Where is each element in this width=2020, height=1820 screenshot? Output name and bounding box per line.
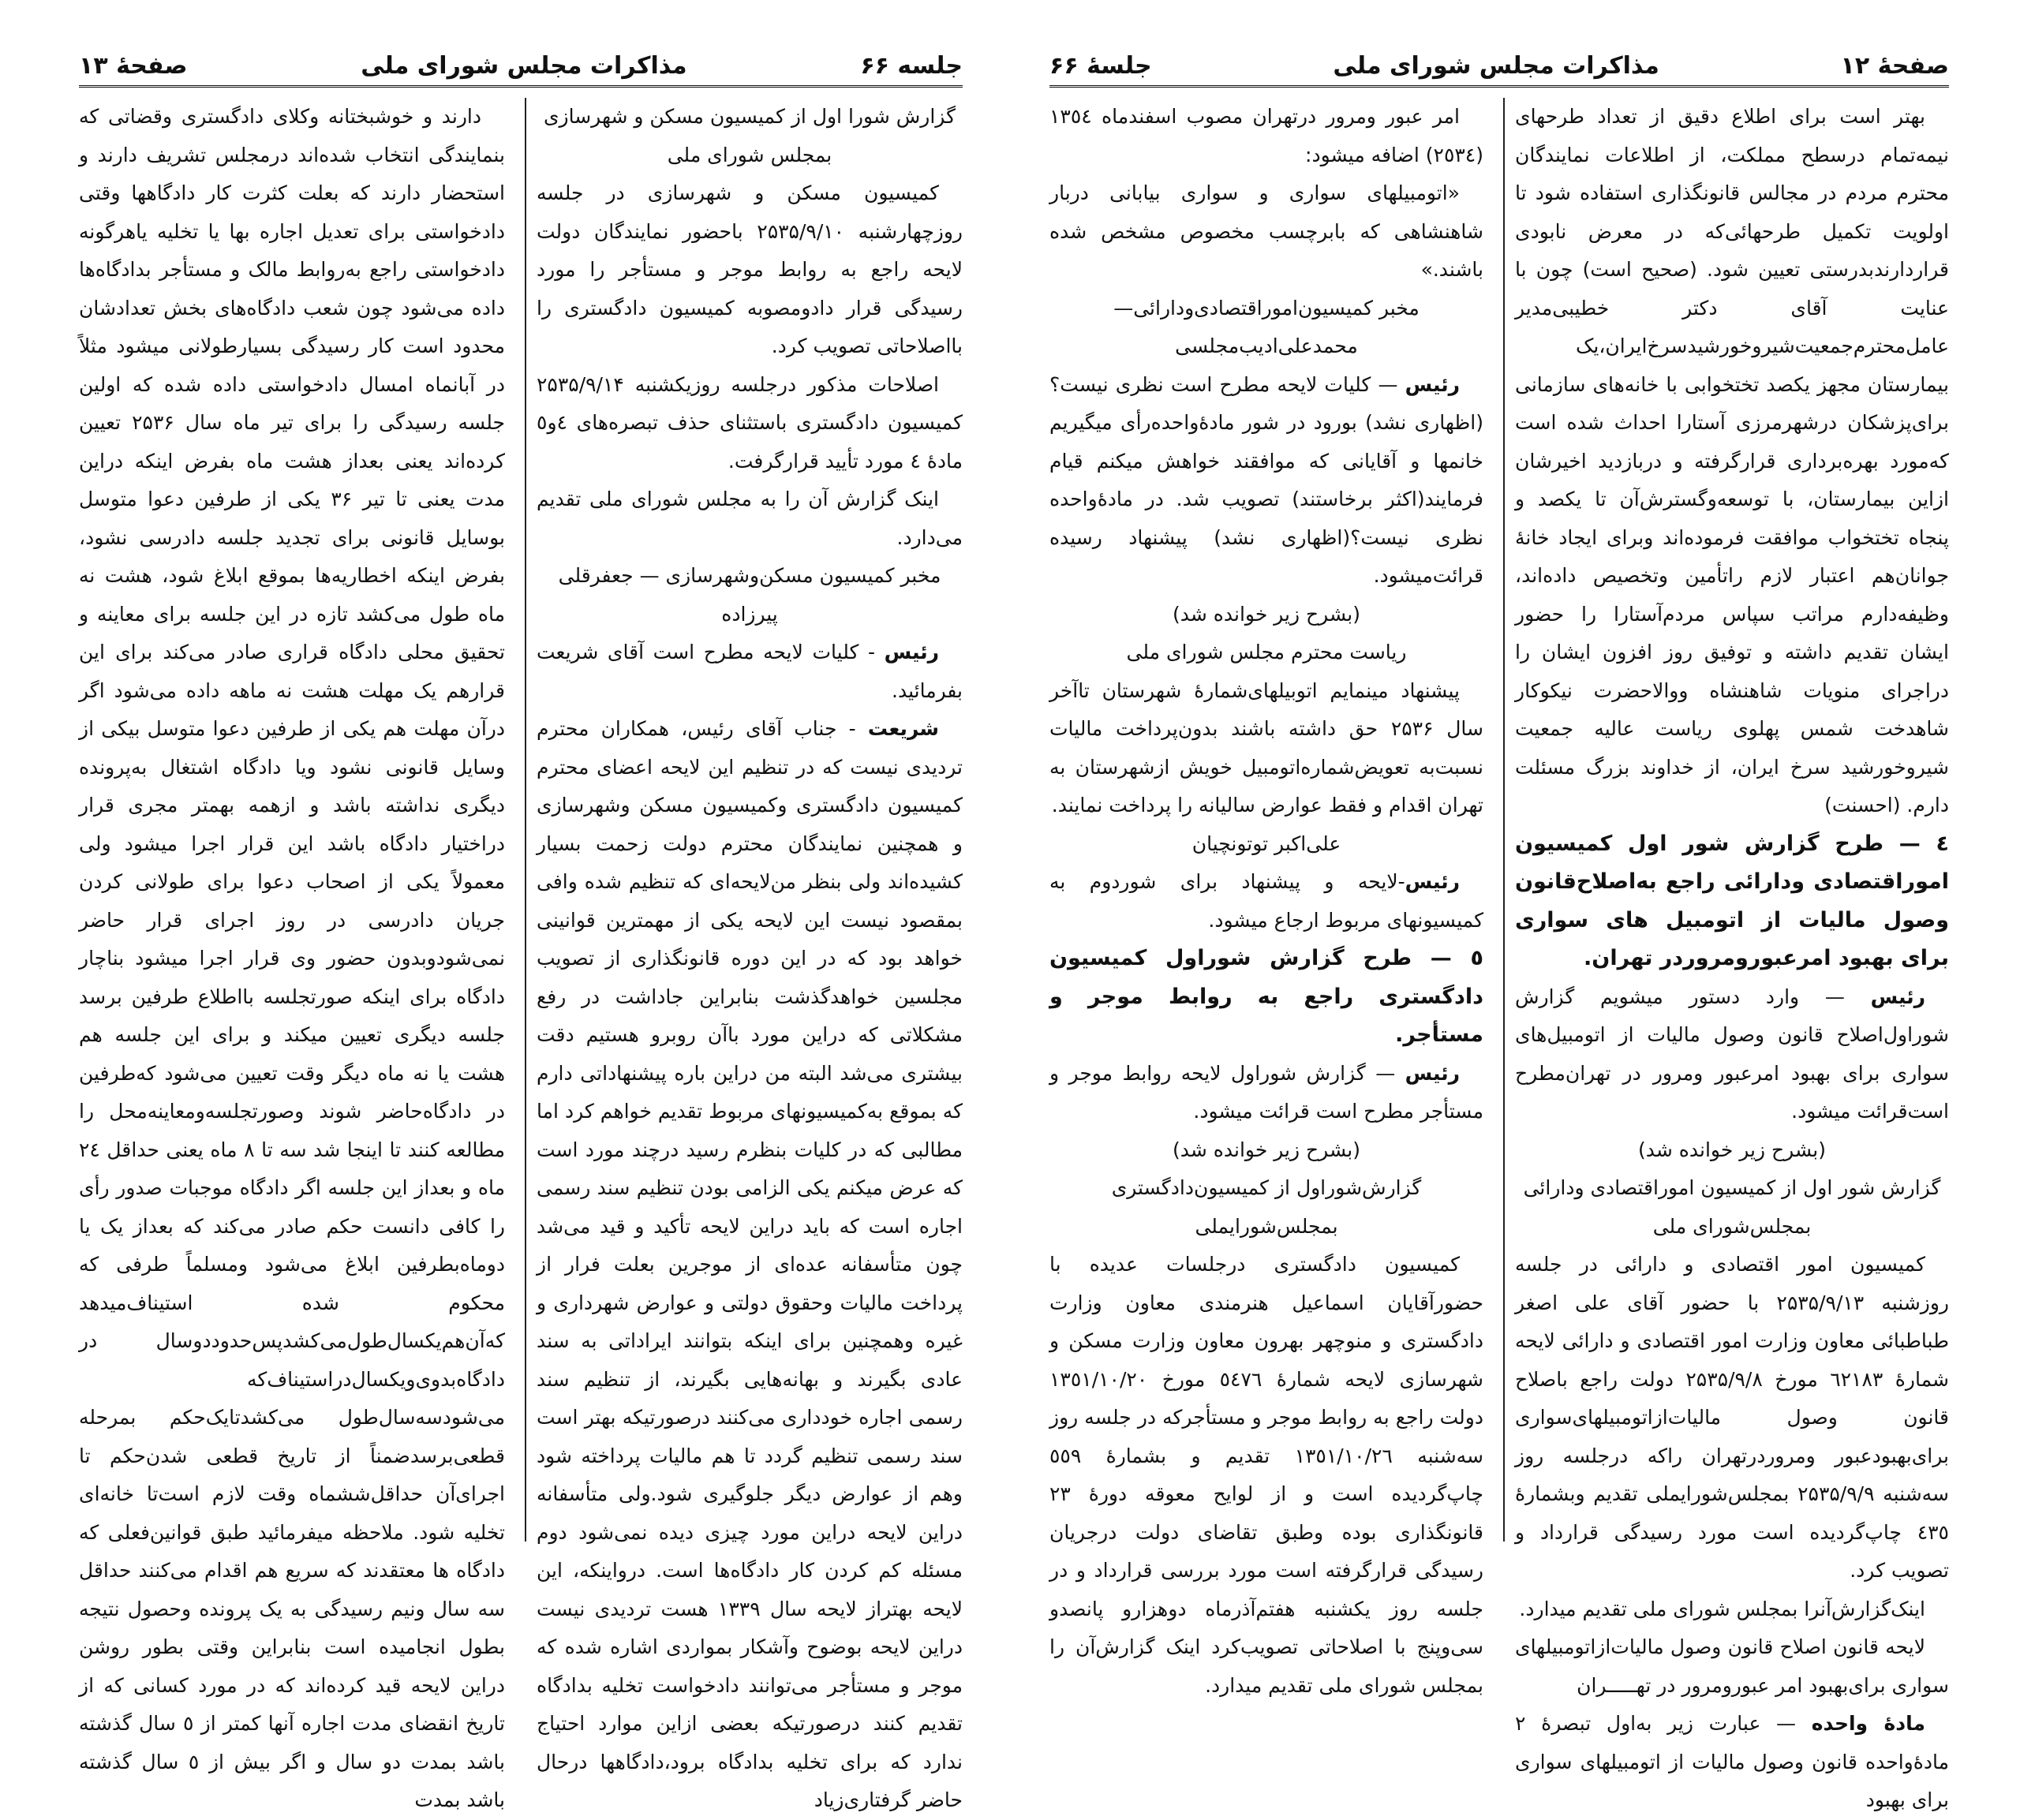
page-number: صفحهٔ ۱۳ [79,51,188,80]
journal-title: مذاکرات مجلس شورای ملی [1333,51,1659,80]
body-paragraph: کمیسیون امور اقتصادی و دارائی در جلسه روزشنبه ۲۵۳۵/۹/۱۳ با حضور آقای علی اصغر طباطبائی معاون وزارت امور اقتصادی و دارائی لایحه شمارهٔ ٦٢١٨٣ مورخ ۲۵۳۵/۹/۸ دولت راجع باصلاح قانون وصول مالیات‌ازاتومبیلهای‌سواری برای‌بهبودعبور ومرور‌در‌تهران راکه درجلسه روز سه‌شنبه ۲۵۳۵/۹/۹ بمجلس‌شورایملی تقدیم وبشمارهٔ ٤٣٥ چاپ‌گردیده است مورد رسیدگی قرارداد و تصویب کرد. [1515,1253,1949,1582]
text-column-left [79,98,506,1811]
agenda-heading: ٤ — طرح گزارش شور اول کمیسیون اموراقتصادی ودارائی راجع به‌اصلاح‌قانون وصول مالیات از اتومبیل های سواری برای بهبود امرعبورومرور‌در تهران. [1515,831,1949,970]
session-label: جلسه ۶۶ [860,51,963,80]
page-header [79,47,963,84]
speech-paragraph [1049,863,1483,940]
speech-text: — عبارت زیر به‌اول تبصرهٔ ۲ مادهٔ‌واحده قانون وصول مالیات از اتومبیلهای سواری برای بهبود [1515,1712,1949,1811]
body-paragraph: «اتومبیلهای سواری و سواری بیابانی دربار شاهنشاهی که بابرچسب مخصوص مشخص شده باشند.» [1049,181,1483,281]
body-paragraph: امر عبور ومرور درتهران مصوب اسفندماه ١٣٥٤ (٢٥٣٤) اضافه میشود: [1049,105,1483,166]
signature-line: مخبر کمیسیون مسکن‌وشهرسازی — جعفرقلی پیرزاده [558,564,941,626]
speaker-name: رئیس [1405,372,1460,396]
speaker-name: شریعت [867,717,939,740]
speech-paragraph [537,710,963,1820]
page-header [1049,47,1949,84]
speaker-name: رئیس [1870,985,1925,1008]
header-rule [1049,85,1949,88]
text-column-right [537,98,963,1811]
speech-text: - کلیات لایحه مطرح است آقای شریعت بفرمائید. [537,641,963,702]
header-rule [79,85,963,88]
text-column-right [1515,98,1949,1811]
speech-paragraph [1515,978,1949,1131]
body-paragraph: کمیسیون دادگستری درجلسات عدیده با حضورآقایان اسماعیل هنرمندی معاون وزارت دادگستری و منوچهر بهرون معاون وزارت مسکن و شهرسازی لایحه شمارهٔ ٥٤٧٦ مورخ ١٣٥١/١٠/٢٠ دولت راجع به روابط موجر و مستأجرکه در جلسه روز سه‌شنبه ١٣٥١/١٠/٢٦ تقدیم و بشمارهٔ ٥٥٩ چاپ‌گردیده است و از لوایح معوقه دورهٔ ٢٣ قانونگذاری بوده وطبق تقاضای دولت درجریان رسیدگی قرارگرفته است مورد بررسی قرارداد و در جلسه روز یکشنبه هفتم‌آذرماه دوهزارو پانصدو سی‌وپنج با اصلاحاتی تصویب‌کرد اینک گزارش‌آن را بمجلس شورای ملی تقدیم میدارد. [1049,1253,1483,1697]
signature-line: علی‌اکبر توتونچیان [1191,832,1341,855]
text-column-left [1049,98,1483,1697]
body-paragraph: لایحه قانون اصلاح قانون وصول مالیات‌ازاتومبیلهای سواری برای‌بهبود امر عبورومرور در تهـــــران [1515,1635,1949,1697]
centered-line: گزارش‌شوراول از کمیسیون‌دادگستری بمجلس‌شورایملی [1111,1176,1422,1238]
centered-line: (بشرح زیر خوانده شد) [1638,1138,1826,1161]
centered-line: گزارش شور اول از کمیسیون اموراقتصادی ودارائی بمجلس‌شورای ملی [1523,1176,1941,1238]
speaker-name: رئیس [1405,1061,1460,1085]
column-divider [1503,98,1505,1542]
speech-text: -لایحه و پیشنهاد برای شوردوم به کمیسیونهای مربوط ارجاع میشود. [1049,870,1483,932]
body-paragraph: پیشنهاد مینمایم اتوبیلهای‌شمارهٔ شهرستان تاآخر سال ۲۵۳۶ حق داشته باشند بدون‌پرداخت مالیات نسبت‌به تعویض‌شماره‌اتومبیل خویش ازشهرستان به تهران اقدام و فقط عوارض سالیانه را پرداخت نمایند. [1049,678,1483,817]
page-13 [79,47,963,1811]
speaker-name: رئیس [884,641,939,663]
centered-line: (بشرح زیر خوانده شد) [1173,602,1360,626]
speech-text: — گزارش شوراول لایحه روابط موجر و مستأجر مطرح است قرائت میشود. [1049,1061,1483,1123]
body-paragraph: اصلاحات مذکور درجلسه روزیکشنبه ۲۵۳۵/۹/۱۴ کمیسیون دادگستری باستثنای حذف تبصره‌های ٤و٥ مادهٔ ٤ مورد تأیید قرارگرفت. [537,372,963,473]
page-12 [1049,47,1949,1811]
speech-paragraph [1049,366,1483,596]
speech-text: - جناب آقای رئیس، همکاران محترم تردیدی نیست که در تنظیم این لایحه اعضای محترم کمیسیون دادگستری وکمیسیون مسکن وشهرسازی و همچنین نمایندگان محترم دولت زحمت بسیار کشیده‌اند ولی بنظر من‌لایحه‌ای که تنظیم شده وافی بمقصود نیست این لایحه یکی از مهمترین قوانینی خواهد بود که در این دوره قانونگذاری از تصویب مجلسین خواهدگذشت بنابراین جاداشت در رفع مشکلاتی که دراین مورد باآن روبرو هستیم دقت بیشتری می‌شد البته من دراین باره پیشنهاداتی دارم که بموقع به‌کمیسیونهای مربوط تقدیم خواهم کرد اما مطالبی که در کلیات بنظرم رسید درچند مورد است که عرض میکنم یکی الزامی بودن تنظیم سند رسمی اجاره است که باید دراین لایحه تأکید و قید می‌شد چون متأسفانه عده‌ای از موجرین بعلت فرار از پرداخت مالیات وحقوق دولتی و عوارض شهرداری و غیره وهمچنین برای اینکه بتوانند ایراداتی به سند عادی بگیرند و بهانه‌هایی بگیرند، از تنظیم سند رسمی اجاره خودداری می‌کنند درصورتیکه بهتر است سند رسمی تنظیم گردد تا هم مالیات پرداخته شود وهم از عوارض دیگر جلوگیری شود.ولی متأسفانه دراین لایحه دراین مورد چیزی دیده نمی‌شود دوم مسئله کم کردن کار دادگاه‌ها است. درواینکه، این لایحه بهتراز لایحه سال ۱۳۳۹ هست تردیدی نیست دراین لایحه بوضوح وآشکار بمواردی اشاره شده که موجر و مستأجر می‌توانند دادخواست تخلیه بدادگاه تقدیم کنند درصورتیکه بعضی ازاین موارد احتیاج ندارد که برای تخلیه بدادگاه برود،دادگاهها درحال حاضر گرفتاری‌زیاد [537,717,963,1811]
body-paragraph: اینک‌گزارش‌آنرا بمجلس شورای ملی تقدیم میدارد. [1519,1597,1925,1620]
speech-text: — کلیات لایحه مطرح است نظری نیست؟ (اظهاری نشد) بورود در شور مادهٔ‌واحده‌رأی میگیریم خانمها و آقایانی که موافقند خواهش میکنم قیام فرمایند(اکثر برخاستند) تصویب شد. در مادهٔ‌واحده نظری نیست؟(اظهاری نشد) پیشنهاد رسیده قرائت‌میشود. [1049,372,1483,587]
centered-line: ریاست محترم مجلس شورای ملی [1126,641,1407,663]
speaker-name: مادهٔ واحده [1811,1712,1926,1735]
body-paragraph: کمیسیون مسکن و شهرسازی در جلسه روزچهارشنبه ۲۵۳۵/۹/۱۰ باحضور نمایندگان دولت لایحه راجع به روابط موجر و مستأجر را مورد رسیدگی قرار دادومصوبه کمیسیون دادگستری را بااصلاحاتی تصویب کرد. [537,181,963,357]
centered-line: گزارش شورا اول از کمیسیون مسکن و شهرسازی بمجلس شورای ملی [543,105,956,166]
centered-line: (بشرح زیر خوانده شد) [1173,1138,1360,1161]
session-label: جلسهٔ ۶۶ [1049,51,1152,80]
speech-paragraph [1049,1055,1483,1131]
page-number: صفحهٔ ۱۲ [1840,51,1949,80]
speech-paragraph [1515,1705,1949,1820]
body-paragraph: بهتر است برای اطلاع دقیق از تعداد طرحهای نیمه‌تمام درسطح مملکت، از اطلاعات نمایندگان محترم مردم در مجالس قانونگذاری استفاده شود تا اولویت تکمیل طرحهائی‌که در معرض نابودی قراردارندبدرستی تعیین شود. (صحیح است) چون با عنایت آقای دکتر خطیبی‌مدیر عامل‌محترم‌جمعیت‌شیروخورشیدسرخ‌ایران،یک بیمارستان مجهز یکصد تختخوابی با خانه‌های سازمانی برای‌پزشکان درشهرمرزی آستارا احداث شده است که‌مورد بهره‌برداری قرارگرفته و دربازدید اخیرشان ازاین بیمارستان، با توسعه‌وگسترش‌آن تا یکصد و پنجاه تختخواب موافقت فرموده‌اند وبرای ایجاد خانهٔ جوانان‌هم اعتبار لازم راتأمین وتخصیص داده‌اند، وظیفه‌دارم مراتب سپاس مردم‌آستارا را حضور ایشان تقدیم داشته و توفیق روز افزون ایشان را دراجرای منویات شاهنشاه ووالاحضرت نیکوکار شاهدخت شمس پهلوی ریاست عالیه جمعیت شیروخورشید سرخ ایران، از خداوند بزرگ مسئلت دارم. (احسنت) [1515,105,1949,817]
body-paragraph: دارند و خوشبختانه وکلای دادگستری وقضاتی که بنمایندگی انتخاب شده‌اند درمجلس تشریف دارند و استحضار دارند که بعلت کثرت کار دادگاهها وقتی دادخواستی برای تعدیل اجاره بها یا تخلیه یاهرگونه دادخواستی راجع به‌روابط مالک و مستأجر بدادگاه‌ها داده می‌شود چون شعب دادگاه‌های بخش تعدادشان محدود است کار رسیدگی بسیارطولانی میشود مثلاً در آبانماه امسال دادخواستی داده شده که اولین جلسه رسیدگی را برای تیر ماه سال ۲۵۳۶ تعیین کرده‌اند یعنی بعداز هشت ماه بفرض اینکه دراین مدت یعنی تا تیر ۳۶ یکی از طرفین دعوا متوسل بوسایل قانونی برای تجدید جلسه دادرسی نشود، بفرض اینکه اخطاریه‌ها بموقع ابلاغ شود، هشت نه ماه طول می‌کشد تازه در این جلسه برای معاینه و تحقیق محلی دادگاه قراری صادر می‌کند برای این قرارهم یک مهلت هشت نه ماهه داده می‌شود اگر درآن مهلت هم یکی از طرفین دعوا متوسل بیکی از وسایل قانونی نشود ویا دادگاه اشتغال به‌پرونده دیگری نداشته باشد و ازهمه بهمتر مجری قرار دراختیار دادگاه باشد این قرار اجرا میشود ولی معمولاً یکی از اصحاب دعوا برای طولانی کردن جریان دادرسی در روز اجرای قرار حاضر نمی‌شودوبدون حضور وی قرار اجرا میشود بناچار دادگاه برای اینکه صورتجلسه بااطلاع طرفین برسد جلسه دیگری تعیین میکند و برای این جلسه هم هشت یا نه ماه دیگر وقت تعیین می‌شود که‌طرفین در دادگاه‌حاضر شوند وصورتجلسه‌ومعاینه‌محل را مطالعه کنند تا اینجا شد سه تا ۸ ماه یعنی حداقل ٢٤ ماه و بعداز این جلسه اگر دادگاه موجبات صدور رأی را کافی دانست حکم صادر می‌کند که بعداز یک یا دوماه‌بطرفین ابلاغ می‌شود ومسلماً طرفی که محکوم شده استیناف‌میدهد که‌آن‌هم‌یکسال‌طول‌می‌کشد‌پس‌حدوددوسال در دادگاه‌بدوی‌ویکسال‌دراستیناف‌که می‌شود‌سه‌سال‌طول می‌کشد‌تا‌یک‌حکم بمرحله قطعی‌برسدضمناً از تاریخ قطعی شدن‌حکم تا اجرای‌آن حداقل‌ششماه وقت لازم است‌تا خانه‌ای تخلیه شود. ملاحظه میفرمائید طبق قوانین‌فعلی که دادگاه ها معتقدند که سریع هم اقدام می‌کنند حداقل سه سال ونیم رسیدگی به یک پرونده وحصول نتیجه بطول انجامیده است بنابراین وقتی بطور روشن دراین لایحه قید کرده‌اند که در مورد کسانی که از تاریخ انقضای مدت اجاره آنها کمتر از ٥ سال گذشته باشد بمدت دو سال و اگر بیش از ٥ سال گذشته باشد بمدت [79,105,506,1811]
speaker-name: رئیس [1405,870,1460,893]
agenda-heading: ٥ — طرح گزارش شوراول کمیسیون دادگستری راجع به روابط موجر و مستأجر. [1049,946,1483,1047]
speech-paragraph [537,633,963,710]
body-paragraph: اینک گزارش آن را به مجلس شورای ملی تقدیم می‌دارد. [537,488,963,549]
journal-title: مذاکرات مجلس شورای ملی [361,51,687,80]
speech-text: — وارد دستور میشویم گزارش شوراول‌اصلاح قانون وصول مالیات از اتومبیل‌های سواری برای بهبود امرعبور ومرور در تهران‌مطرح است‌قرائت میشود. [1515,985,1949,1123]
signature-line: مخبر کمیسیون‌اموراقتصادی‌ودارائی—محمدعلی‌ادیب‌مجلسی [1113,296,1420,357]
column-divider [525,98,526,1542]
